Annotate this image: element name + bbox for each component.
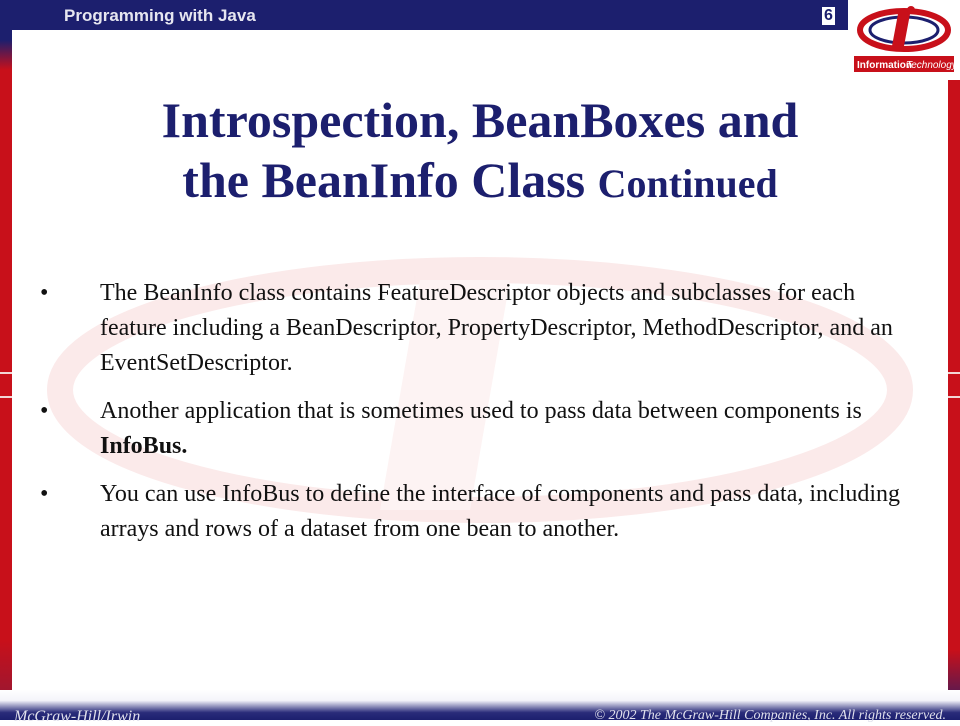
title-line-2 bbox=[40, 150, 920, 214]
logo-text-information: Information bbox=[857, 60, 912, 71]
course-title: Programming with Java bbox=[64, 6, 256, 25]
title-line-2-main: the BeanInfo Class bbox=[182, 152, 586, 208]
page-number: 6 bbox=[824, 7, 833, 24]
title-line-1: Introspection, BeanBoxes and bbox=[161, 92, 799, 148]
bullet-item bbox=[34, 276, 914, 381]
slide-title bbox=[40, 90, 920, 214]
bullet-text: The BeanInfo class contains FeatureDescriptor objects and subclasses for each feature including a BeanDescriptor, PropertyDescriptor, MethodDescriptor, and an EventSetDescriptor. bbox=[100, 280, 893, 376]
information-technology-logo-icon bbox=[848, 0, 960, 80]
right-border-bar bbox=[948, 0, 960, 720]
bullet-bold-text: InfoBus. bbox=[100, 433, 188, 459]
bullet-text: Another application that is sometimes used to pass data between components is bbox=[100, 398, 862, 424]
right-side-ticks bbox=[948, 372, 960, 398]
bullet-marker: • bbox=[40, 481, 49, 507]
bullet-list bbox=[34, 276, 914, 560]
bullet-text: You can use InfoBus to define the interface of components and pass data, including arrays and rows of a dataset from one bean to another. bbox=[100, 481, 901, 542]
bullet-marker: • bbox=[40, 398, 49, 424]
left-border-bar bbox=[0, 0, 12, 720]
left-side-ticks bbox=[0, 372, 12, 398]
bullet-item bbox=[34, 477, 914, 547]
footer-copyright: © 2002 The McGraw-Hill Companies, Inc. All rights reserved. bbox=[594, 708, 946, 723]
logo bbox=[848, 0, 960, 80]
footer-publisher: McGraw-Hill/Irwin bbox=[14, 708, 141, 725]
bullet-item bbox=[34, 394, 914, 464]
bullet-marker: • bbox=[40, 280, 49, 306]
logo-text-technology: Technology bbox=[906, 60, 957, 71]
title-suffix: Continued bbox=[597, 161, 778, 206]
